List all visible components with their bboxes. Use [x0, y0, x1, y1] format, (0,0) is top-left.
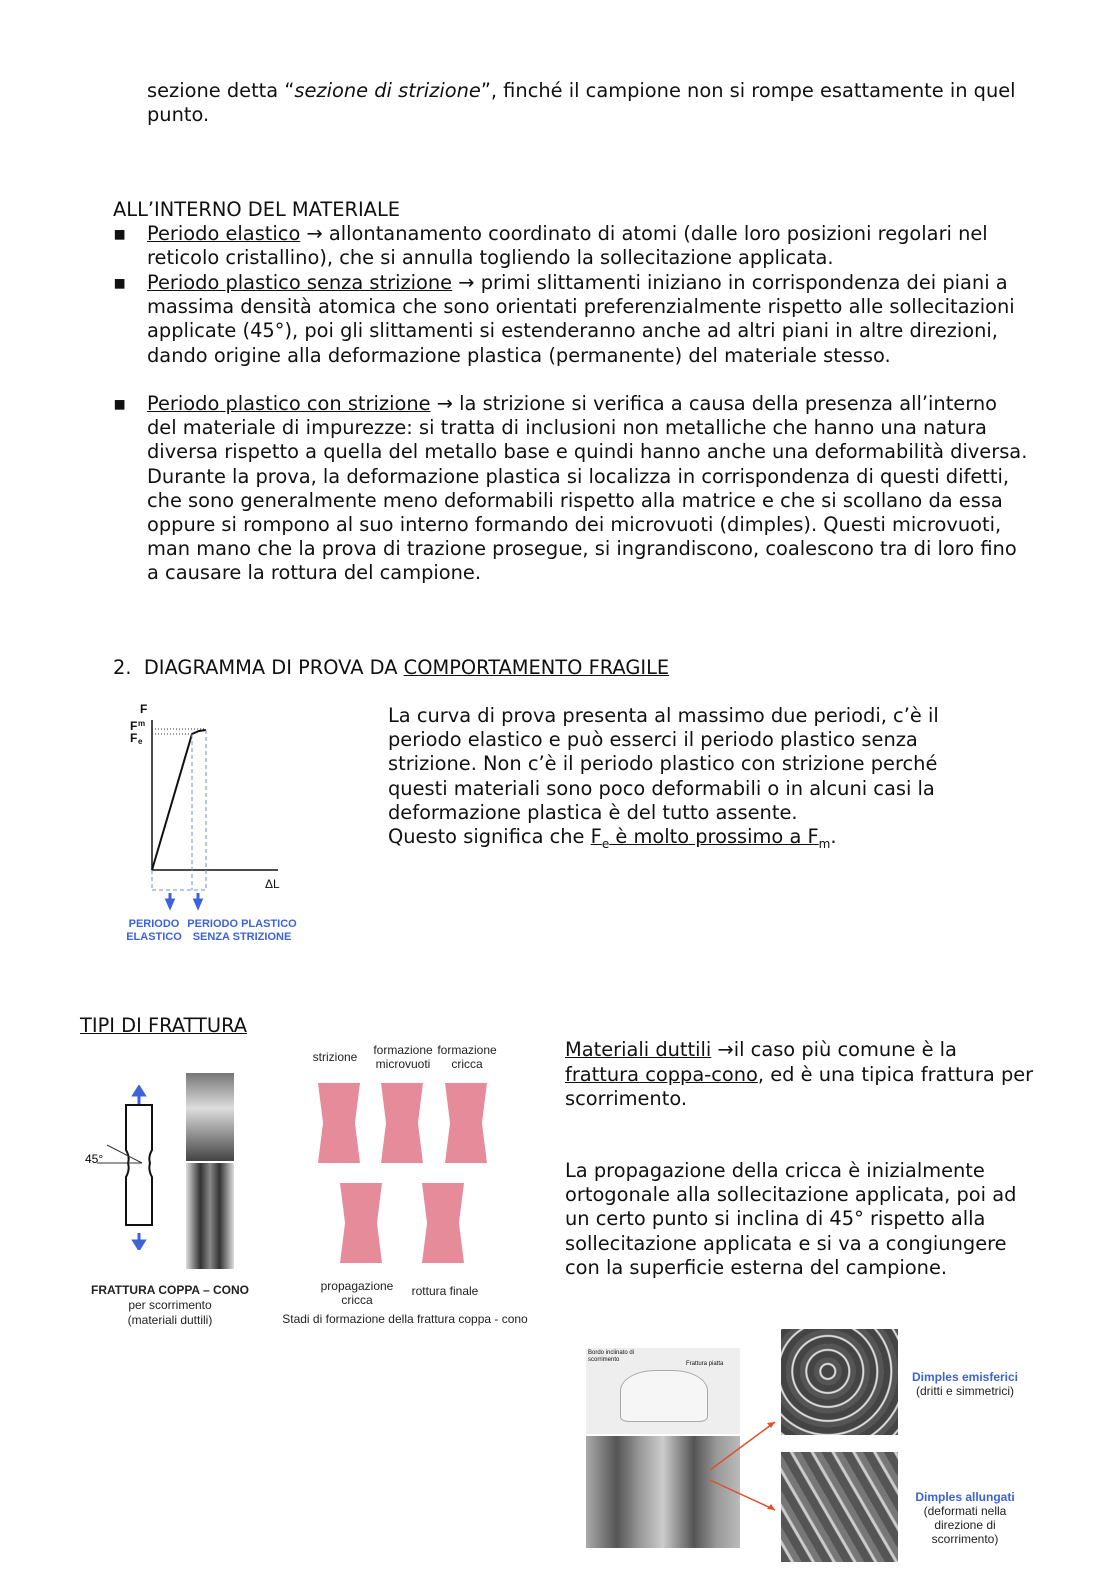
- stage-label: [317, 1279, 397, 1307]
- arrows: [700, 1410, 790, 1520]
- text: formazione: [373, 1043, 433, 1057]
- text: Questo significa che: [388, 825, 591, 849]
- term: Periodo elastico: [147, 222, 301, 245]
- caption: (materiali duttili): [127, 1313, 213, 1327]
- label-elastic: ELASTICO: [126, 931, 182, 943]
- text: La curva di prova presenta al massimo due periodi, c’è il periodo elastico e può esserci il periodo plastico senza strizione. Non c’è il periodo plastico con strizione perché questi materiali sono poco deformabili o in alcuni casi la deformazione plastica è del tutto assente.: [388, 704, 939, 824]
- term: frattura coppa-cono: [565, 1062, 758, 1086]
- specimen-sketch: [82, 1085, 162, 1250]
- text: direzione di: [934, 1518, 996, 1532]
- text: (deformati nella: [923, 1504, 1007, 1518]
- bullet-icon: ▪: [113, 222, 127, 245]
- text: scorrimento): [931, 1532, 999, 1546]
- text: F: [590, 825, 602, 849]
- dimples-emisferici-photo: [781, 1329, 898, 1435]
- dimples1-label: [905, 1370, 1025, 1398]
- italic-term: sezione di strizione: [294, 79, 481, 102]
- specimen-stage-4: [340, 1183, 382, 1263]
- text: cricca: [451, 1057, 483, 1071]
- section-heading: TIPI DI FRATTURA: [80, 1014, 248, 1037]
- fm-label: F: [130, 719, 138, 733]
- label-plastic: PERIODO PLASTICO: [187, 918, 297, 930]
- angle-label: 45°: [85, 1152, 104, 1166]
- stage-label: strizione: [312, 1050, 358, 1064]
- dimples-allungati-photo: [781, 1452, 898, 1562]
- text: primi slittamenti iniziano in corrispondenza dei piani a massima densità atomica che sono orientati preferenzialmente rispetto alle sollecitazioni applicate (45°), poi gli slittamenti si estenderanno anche ad altri piani in altre direzioni, dando origine alla deformazione plastica (permanente) del materiale stesso.: [147, 271, 1015, 367]
- text: è molto prossimo a F: [609, 825, 819, 849]
- specimen-stage-2: [381, 1083, 423, 1163]
- x-axis-label: ΔL: [265, 877, 280, 891]
- text: allontanamento coordinato di atomi (dalle loro posizioni regolari nel reticolo cristallino), che si annulla togliendo la sollecitazione applicata.: [147, 222, 988, 270]
- text: cricca: [341, 1293, 373, 1307]
- bullet-icon: ▪: [113, 392, 127, 415]
- arrow-icon: →: [306, 222, 323, 245]
- stage-label: rottura finale: [411, 1284, 479, 1298]
- text: e: [601, 836, 610, 851]
- specimen-stage-1: [318, 1083, 360, 1163]
- text: sezione detta “: [147, 79, 295, 102]
- specimen-stage-3: [445, 1083, 487, 1163]
- text: formazione: [437, 1043, 497, 1057]
- fracture-photo-top: [186, 1073, 234, 1161]
- caption: FRATTURA COPPA – CONO: [91, 1283, 249, 1297]
- curve: [152, 730, 206, 870]
- fm-sub: m: [138, 719, 146, 728]
- label: Bordo inclinato di scorrimento: [588, 1350, 635, 1363]
- text: la strizione si verifica a causa della presenza all’interno del materiale di impurezze: si tratta di inclusioni non metalliche che hanno una natura diversa rispetto a quella del metallo base e quindi hanno anche una deformabilità diversa. Durante la prova, la deformazione plastica si localizza in corrispondenza di questi difetti, che sono generalmente meno deformabili rispetto alla matrice e che si scollano da essa oppure si rompono al suo interno formando dei microvuoti (dimples). Questi microvuoti, man mano che la prova di trazione prosegue, si ingrandiscono, coalescono tra di loro fino a causare la rottura del campione.: [147, 392, 1028, 585]
- text: microvuoti: [375, 1057, 431, 1071]
- list-item: [147, 222, 1032, 270]
- text: DIAGRAMMA DI PROVA DA: [143, 656, 404, 679]
- force-elongation-diagram: [100, 700, 310, 950]
- fig1-caption: [80, 1283, 260, 1328]
- bullet-icon: ▪: [113, 271, 127, 294]
- arrow-icon: →: [717, 1038, 734, 1061]
- text: Dimples allungati: [915, 1490, 1015, 1504]
- label-plastic: SENZA STRIZIONE: [192, 931, 292, 943]
- number: 2.: [113, 656, 132, 679]
- text: .: [830, 825, 837, 849]
- section-heading: [113, 656, 669, 680]
- term: Materiali duttili: [565, 1038, 712, 1061]
- text: COMPORTAMENTO FRAGILE: [403, 656, 670, 679]
- arrow-icon: →: [436, 392, 453, 415]
- label: Frattura piatta: [686, 1361, 724, 1367]
- fig2-caption: Stadi di formazione della frattura coppa - cono: [282, 1312, 528, 1326]
- down-arrow-icon: [167, 893, 201, 907]
- text: ”, finché il campione non si rompe esattamente in quel punto.: [147, 79, 1016, 127]
- text: il caso più comune è la: [733, 1038, 957, 1061]
- propagation-paragraph: La propagazione della cricca è inizialmente ortogonale alla sollecitazione applicata, poi ad un certo punto si inclina di 45° rispetto alla sollecitazione applicata e si va a congiungere con la superficie esterna del campione.: [565, 1159, 1017, 1279]
- ductile-paragraph: [565, 1038, 1035, 1112]
- term: Periodo plastico con strizione: [147, 392, 431, 415]
- caption: per scorrimento: [128, 1298, 212, 1312]
- fe-sub: e: [138, 737, 143, 746]
- arrow-icon: →: [458, 271, 475, 294]
- list-item: [147, 392, 1032, 586]
- dimples2-label: [905, 1490, 1025, 1546]
- fragile-paragraph: [388, 704, 988, 856]
- intro-paragraph: [147, 79, 1032, 127]
- stage-label: [368, 1043, 438, 1071]
- y-axis-label: F: [140, 702, 148, 716]
- conclusion: [388, 825, 988, 856]
- fracture-photo-side: [186, 1163, 234, 1269]
- specimen-stage-5: [422, 1183, 464, 1263]
- stage-label: [432, 1043, 502, 1071]
- text: m: [818, 836, 831, 851]
- text: , ed è una tipica frattura per scorrimento.: [565, 1062, 1034, 1110]
- section-heading: ALL’INTERNO DEL MATERIALE: [113, 198, 401, 221]
- text: Dimples emisferici: [911, 1370, 1019, 1384]
- text: (dritti e simmetrici): [916, 1384, 1014, 1398]
- text: propagazione: [320, 1279, 394, 1293]
- fe-label: F: [130, 731, 138, 745]
- term: Periodo plastico senza strizione: [147, 271, 453, 294]
- list-item: [147, 271, 1032, 368]
- label-elastic: PERIODO: [128, 918, 180, 930]
